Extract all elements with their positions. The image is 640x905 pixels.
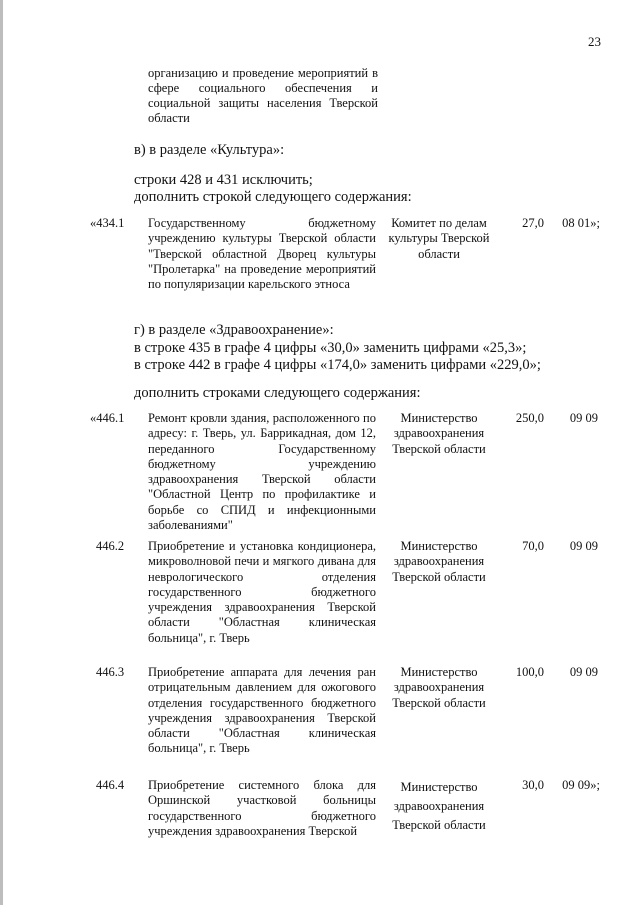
- row-amount: 100,0: [515, 665, 544, 679]
- health-add-line: дополнить строками следующего содержания:: [134, 385, 421, 401]
- row-number: 446.4: [96, 778, 125, 792]
- health-change-line-2: в строке 442 в графе 4 цифры «174,0» заменить цифрами «229,0»;: [134, 357, 541, 373]
- scan-edge: [0, 0, 3, 905]
- row-amount: 70,0: [522, 539, 544, 553]
- row-code: 09 09: [569, 539, 598, 553]
- culture-exclude-line: строки 428 и 431 исключить;: [134, 172, 313, 188]
- row-organization: Министерство здравоохранения Тверской области: [392, 665, 486, 710]
- continuation-text: организацию и проведение мероприятий в сфере социального обеспечения и социальной защиты населения Тверской области: [148, 66, 378, 125]
- row-amount: 27,0: [522, 216, 544, 230]
- row-amount: 250,0: [515, 411, 544, 425]
- row-number: «446.1: [90, 411, 125, 425]
- row-organization: Министерство здравоохранения Тверской области: [392, 539, 486, 584]
- row-description: Приобретение системного блока для Оршинской участковой больницы государственного бюджетного учреждения здравоохранения Тверской: [148, 778, 376, 838]
- row-code: 09 09: [569, 411, 598, 425]
- row-description: Приобретение и установка кондиционера, микроволновой печи и мягкого дивана для неврологического отделения государственного бюджетного учреждения здравоохранения Тверской области "Областная клиническая больница", г. Тверь: [148, 539, 376, 645]
- row-number: 446.2: [96, 539, 125, 553]
- culture-add-line: дополнить строкой следующего содержания:: [134, 189, 412, 205]
- row-description: Приобретение аппарата для лечения ран отрицательным давлением для ожогового отделения государственного бюджетного учреждения здравоохранения Тверской области "Областная клиническая больница", г. Тверь: [148, 665, 376, 756]
- page-number: 23: [588, 34, 601, 49]
- health-change-line-1: в строке 435 в графе 4 цифры «30,0» заменить цифрами «25,3»;: [134, 340, 527, 356]
- row-description: Ремонт кровли здания, расположенного по адресу: г. Тверь, ул. Баррикадная, дом 12, переданного Государственному бюджетному учреждению здравоохранения Тверской области "Областной Центр по профилактике и борьбе со СПИД и инфекционными заболеваниями": [148, 411, 376, 533]
- row-number: «434.1: [90, 216, 125, 230]
- row-organization: Министерство здравоохранения Тверской области: [392, 780, 486, 832]
- row-number: 446.3: [96, 665, 125, 679]
- row-description: Государственному бюджетному учреждению культуры Тверской области "Тверской областной Дворец культуры "Пролетарка" на проведение мероприятий по популяризации карельского этноса: [148, 216, 376, 292]
- row-amount: 30,0: [522, 778, 544, 792]
- row-code: 08 01»;: [562, 216, 600, 230]
- row-code: 09 09: [569, 665, 598, 679]
- row-organization: Министерство здравоохранения Тверской области: [392, 411, 486, 456]
- section-heading-health: г) в разделе «Здравоохранение»:: [134, 322, 334, 338]
- row-organization: Комитет по делам культуры Тверской области: [388, 216, 490, 261]
- row-code: 09 09»;: [562, 778, 600, 792]
- section-heading-culture: в) в разделе «Культура»:: [134, 142, 285, 158]
